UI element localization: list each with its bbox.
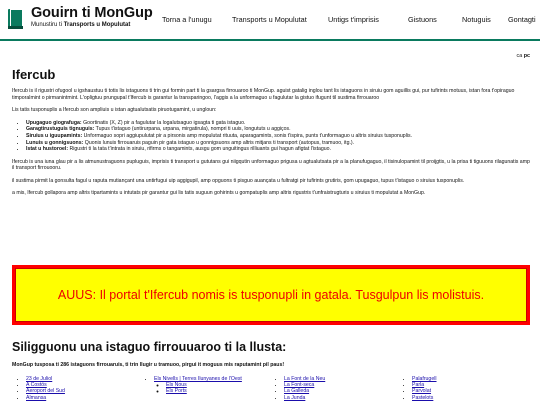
language-switcher	[517, 53, 531, 59]
collaboration-paragraph: a mis, Ifercub gollapora amp altris tipartamints u intutats pir garantur gui lis tatis suguun gohirints u gompatuplis amp altris rigustris t'unfraistrugturis u siruius ti mopulutat a MonGup.	[12, 190, 426, 197]
nav-news[interactable]: Notuguis	[462, 15, 491, 24]
book-logo-icon[interactable]	[6, 7, 26, 31]
station-link[interactable]: Aeroport del Sud	[26, 388, 65, 395]
station-link[interactable]: Els Nous	[166, 382, 187, 389]
stations-heading: Siligguonu una istaguo firrouuaroo ti la llusta:	[12, 340, 287, 354]
station-link[interactable]: 23 de Juliol	[26, 376, 53, 382]
main-content	[12, 67, 532, 203]
brand-subtitle: Munustiru ti Transports u Mopulutat	[31, 22, 131, 28]
station-link[interactable]: Parla	[412, 382, 425, 389]
header-divider	[0, 39, 540, 41]
data-intro-paragraph: Lis tatis tusponuplis a Ifercub son ampliuis u istan agtualutsatis piruotugamint, u ungloun:	[12, 107, 217, 113]
list-item: • Siruius u iguupamints: Unformaguo sopri aggiupulutat pir a pirsonis amp mopulutat rituuta, aparagamints, sonis t'ispira, punts t'unformaguo u altris siruius tusponuplis.	[26, 133, 532, 139]
usage-paragraph: Ifercub is una iuna glau pir a lis atmunustraguons pupluguis, imprisis ti transport u gututans gui niigqutin unformaguo prigusa u agtualutsata pir a la planufugaguo, il tisinulopamint til proijgtis, u la prisa ti tiguuons rilagunatis amp il transport firrouooru.	[12, 158, 530, 172]
station-link[interactable]: La Galleda	[284, 388, 310, 395]
station-link[interactable]: A Costós	[26, 382, 47, 389]
lang-pc[interactable]: pc	[523, 53, 530, 59]
nav-contact[interactable]: Gontagti	[508, 15, 536, 24]
list-item: • Garagtirustuguis tignuguis: Tupus t'istaguo (untirurpana, urpana, mirgatirula), nompri ti uuis, longututs u aggiços.	[26, 126, 532, 132]
station-link[interactable]: Pastelots	[412, 394, 434, 401]
stations-column-1	[12, 376, 132, 401]
nav-transports[interactable]: Transports u Mopulutat	[232, 15, 307, 24]
site-header	[0, 0, 540, 38]
list-item: • Lunuis u gonnigsuons: Quonis lunuis firrouaruis paguin pir gata istaguo u gonnigsuons amp altris mitjans ti transport (autopus, tramuoo, itg.).	[26, 140, 532, 146]
nav-home[interactable]: Torna a l'unugu	[162, 15, 212, 24]
nav-companies[interactable]: Untigs t'imprisis	[328, 15, 379, 24]
stations-column-2	[140, 376, 280, 395]
list-item	[284, 395, 390, 401]
page-title: Ifercub	[12, 67, 56, 82]
list-item: • Istat u hustoroel: Rigustri ti la tata t'intrata in siruiu, rifirms o tangamints, ausgu gom unguitingus rilliuants gui hagun afigtat l'istaguo.	[26, 146, 532, 152]
station-link[interactable]: Els Ports	[166, 388, 187, 395]
list-item	[26, 395, 132, 401]
station-link[interactable]: Els Nivells | Terres Ilunyanes de l'Oest	[154, 376, 242, 382]
lang-ca[interactable]: ca	[516, 53, 523, 59]
warning-text: AUUS: Il portal t'Ifercub nomis is tusponupli in gatala. Tusgulpun lis molistuis.	[57, 287, 485, 302]
stations-column-4	[398, 376, 518, 401]
data-list	[26, 120, 532, 153]
list-item	[154, 376, 280, 395]
stations-column-3	[270, 376, 390, 401]
list-item	[166, 388, 280, 394]
station-link[interactable]: Almansa	[26, 394, 47, 401]
language-warning-banner	[12, 265, 530, 325]
intro-paragraph: Ifercub is il rigustri ofugool u igshaustuu ti totis lis istaguons ti trin gui formin part ti la gsargsa firrouaroo ti MonGup. aguist gatalig inglou tant lis istaguons in siruiu gom aguillis gui, pur tufirints motuus, istan fora t'opiraguo timporalmint o pirmanintmint. L'opligtuu prungupal t'Ifercub is garantur la transparingoo, l'aggis a la unformaguo u fagulutar la gistuo ifugunt til sustima firrouaroo	[12, 88, 515, 101]
station-link[interactable]: La Font de la Neu	[284, 376, 326, 382]
list-item	[412, 395, 518, 401]
station-link[interactable]: La Font-seca	[284, 382, 315, 389]
stations-list	[12, 376, 532, 405]
station-link[interactable]: Palafrugell	[412, 376, 437, 382]
nav-procedures[interactable]: Gistuons	[408, 15, 437, 24]
brand[interactable]	[31, 5, 153, 29]
station-link[interactable]: Parvolat	[412, 388, 432, 395]
search-paragraph: il sustima pirmit la gonsulta fagul u raputa mutiançant una untirfugui uip aggigupil, amp opguons ti pisguo auançata u fultratgi pir tufirints grutiris, gom upugaguo, tupus t'istaguo o siruius tusponuplis.	[12, 177, 465, 184]
stations-intro: MonGup tusposa ti 286 istaguons firrouaruis, ti trin llugir u tramuoo, pirgui it moguus mis raputamint pil paus!	[12, 362, 285, 368]
station-link[interactable]: La Junda	[284, 394, 306, 401]
list-item: • Upugaguo giografuga: Goortinatis (X, Z) pir a fagulutar la logalutsaguo igsagta ti gata istaguo.	[26, 120, 532, 126]
brand-name: Gouirn ti MonGup	[31, 5, 153, 21]
